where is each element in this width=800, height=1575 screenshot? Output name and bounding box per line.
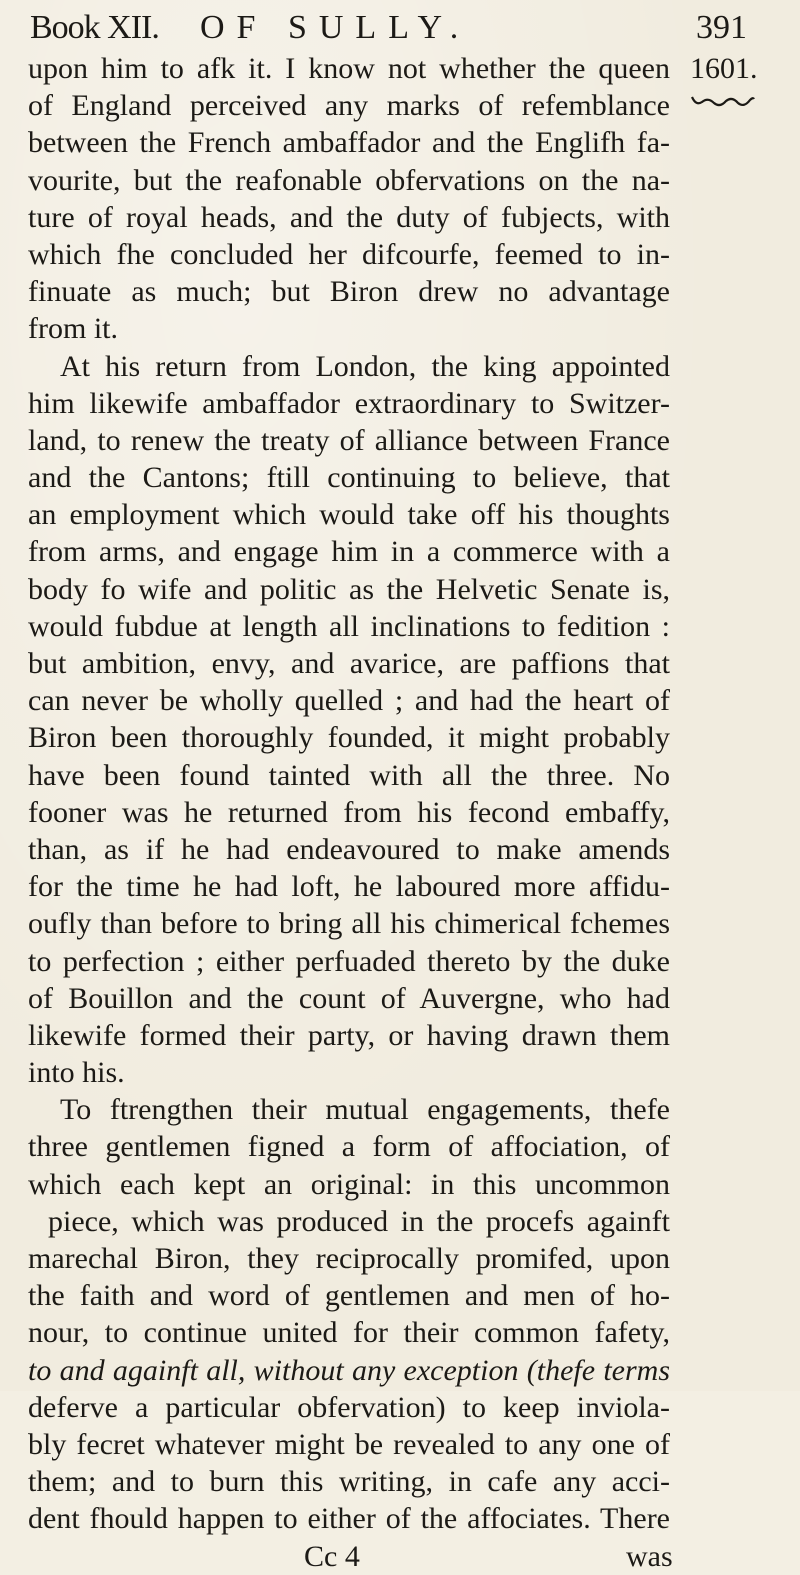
margin-ornament [690, 94, 756, 108]
text-line: vourite, but the reafonable obfervations on the na- [28, 163, 670, 197]
text-line: which fhe concluded her difcourfe, feemed to in- [28, 237, 670, 271]
footer-line [28, 1538, 673, 1573]
text-line: of England perceived any marks of refemblance [28, 89, 670, 123]
text-line: between the French ambaffador and the Englifh fa- [28, 126, 670, 160]
page-number: 391 [696, 9, 747, 46]
catchword: was [626, 1539, 673, 1573]
text-line: deferve a particular obfervation) to keep inviola- [28, 1390, 670, 1424]
text-line: ture of royal heads, and the duty of fubjects, with [28, 200, 670, 234]
text-line: can never be wholly quelled ; and had the heart of [28, 684, 670, 718]
text-line: which each kept an original: in this uncommon [28, 1167, 670, 1201]
text-line: finuate as much; but Biron drew no advantage [28, 275, 670, 309]
text-line: and the Cantons; ftill continuing to believe, that [28, 461, 670, 495]
text-line: nour, to continue united for their common fafety, [28, 1316, 670, 1350]
text-line: for the time he had loft, he laboured more affidu- [28, 870, 670, 904]
paragraph-start-line: At his return from London, the king appointed [60, 349, 670, 383]
text-line: from arms, and engage him in a commerce with a [28, 535, 670, 569]
text-line: likewife formed their party, or having drawn them [28, 1018, 670, 1052]
text-line: dent fhould happen to either of the affociates. There [28, 1502, 670, 1536]
text-line: into his. [28, 1056, 125, 1090]
text-line italic-line [28, 1352, 670, 1389]
text-line: marechal Biron, they reciprocally promifed, upon [28, 1242, 670, 1275]
text-line: body fo wife and politic as the Helvetic Senate is, [28, 572, 670, 606]
text-line: an employment which would take off his thoughts [28, 498, 670, 532]
text-line: upon him to afk it. I know not whether the queen [28, 52, 670, 85]
text-line: bly fecret whatever might be revealed to any one of [28, 1427, 670, 1461]
text-line: oufly than before to bring all his chimerical fchemes [28, 907, 670, 941]
text-line: three gentlemen figned a form of affociation, of [28, 1130, 670, 1164]
text-line: but ambition, envy, and avarice, are paffions that [28, 647, 670, 680]
running-title: OF SULLY. [200, 9, 471, 46]
margin-year-note: 1601. [690, 52, 758, 85]
text-line: fooner was he returned from his fecond embaffy, [28, 795, 670, 829]
text-line: of Bouillon and the count of Auvergne, who had [28, 981, 670, 1015]
text-line: would fubdue at length all inclinations to fedition : [28, 609, 670, 643]
book-number: Book XII. [30, 9, 159, 46]
text-line: than, as if he had endeavoured to make amends [28, 832, 670, 866]
text-line: Biron been thoroughly founded, it might probably [28, 721, 670, 755]
paragraph-start-line: To ftrengthen their mutual engagements, thefe [60, 1093, 670, 1127]
text-line: piece, which was produced in the procefs againft [48, 1204, 670, 1238]
italic-phrase: to and againft all, without any exception (thefe terms [28, 1353, 670, 1387]
text-line: him likewife ambaffador extraordinary to Switzer- [28, 386, 670, 420]
running-head [30, 6, 750, 50]
body-text [28, 50, 673, 1573]
text-line: to perfection ; either perfuaded thereto by the duke [28, 944, 670, 978]
text-line: the faith and word of gentlemen and men of ho- [28, 1279, 670, 1313]
text-line: have been found tainted with all the three. No [28, 758, 670, 792]
text-line: from it. [28, 312, 118, 346]
text-line: land, to renew the treaty of alliance between France [28, 423, 670, 457]
text-line: them; and to burn this writing, in cafe any acci- [28, 1465, 670, 1499]
signature-mark: Cc 4 [304, 1539, 360, 1573]
